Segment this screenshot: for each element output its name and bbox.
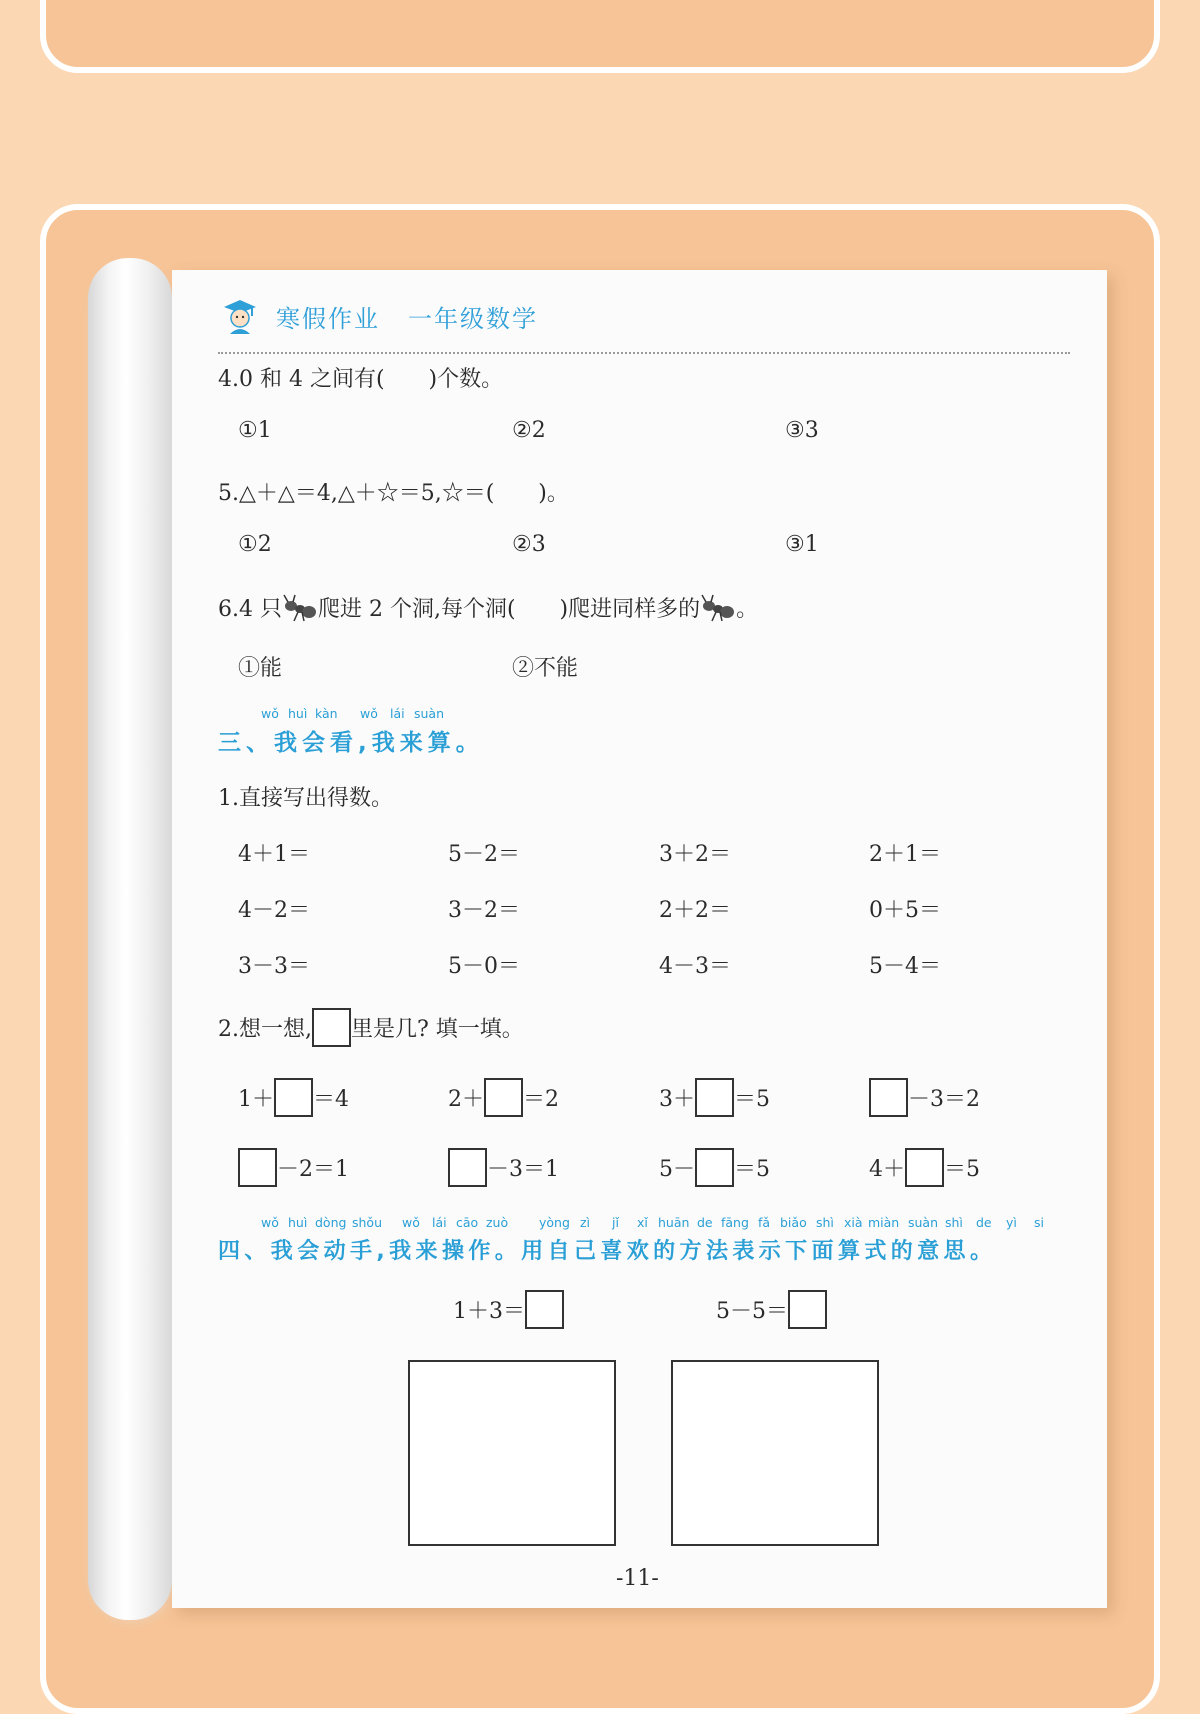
answer-box[interactable] (238, 1148, 277, 1187)
s3-q2-title (218, 1008, 524, 1047)
oral-calc-item: 4＋1＝ (238, 842, 310, 867)
fill-box-equation (869, 1148, 980, 1187)
oral-calc-item: 4－3＝ (659, 954, 731, 979)
q4-option-3: ③3 (785, 418, 819, 443)
page-header (222, 298, 538, 334)
section-4-title: 四、我会动手,我来操作。用自己喜欢的方法表示下面算式的意思。 (218, 1239, 997, 1264)
eq-part: 4＋ (869, 1157, 905, 1182)
pinyin: shǒu (352, 1215, 383, 1230)
answer-box[interactable] (695, 1148, 734, 1187)
header-divider (218, 352, 1070, 354)
pinyin: de (697, 1215, 713, 1230)
pinyin: fāng (721, 1215, 749, 1230)
oral-calc-item: 5－4＝ (869, 954, 941, 979)
section-3-title: 三、我会看,我来算。 (218, 730, 484, 756)
eq-part: 5－5＝ (716, 1299, 788, 1324)
pinyin: wǒ (360, 706, 378, 721)
answer-box-sample (312, 1008, 351, 1047)
eq-part: 1＋ (238, 1087, 274, 1112)
header-series: 寒假作业 (276, 304, 380, 333)
pinyin: zì (580, 1215, 591, 1230)
pinyin: shì (816, 1215, 834, 1230)
eq-part: 2＋ (448, 1087, 484, 1112)
ant-icon (700, 593, 736, 623)
pinyin: fǎ (758, 1215, 771, 1230)
oral-calc-item: 3＋2＝ (659, 842, 731, 867)
ant-icon (282, 593, 318, 623)
fill-box-equation (238, 1148, 349, 1187)
question-4: 4.0 和 4 之间有( )个数。 (218, 367, 504, 392)
pinyin: cāo (456, 1215, 479, 1230)
eq-part: 5－ (659, 1157, 695, 1182)
answer-box[interactable] (448, 1148, 487, 1187)
s3-q2-pre: 2.想一想, (218, 1017, 312, 1042)
pinyin: wǒ (261, 706, 279, 721)
q6-option-1: ①能 (238, 656, 283, 681)
eq-part: ＝5 (734, 1157, 770, 1182)
eq-part: －3＝1 (487, 1157, 559, 1182)
pinyin: xià (844, 1215, 863, 1230)
q4-option-1: ①1 (238, 418, 272, 443)
header-subject: 一年级数学 (408, 304, 538, 333)
pinyin: zuò (486, 1215, 509, 1230)
oral-calc-item: 0＋5＝ (869, 898, 941, 923)
pinyin: lái (390, 706, 405, 721)
question-6 (218, 592, 758, 623)
q4-option-2: ②2 (512, 418, 546, 443)
pinyin: suàn (414, 706, 445, 721)
q6-part-1: 6.4 只 (218, 597, 282, 622)
paper-roll (88, 258, 172, 1620)
eq-part: －2＝1 (277, 1157, 349, 1182)
q5-option-2: ②3 (512, 532, 546, 557)
oral-calc-item: 5－0＝ (448, 954, 520, 979)
drawing-box-2[interactable] (671, 1360, 879, 1546)
answer-box[interactable] (869, 1078, 908, 1117)
oral-calc-item: 3－2＝ (448, 898, 520, 923)
fill-box-equation (659, 1078, 770, 1117)
q5-option-1: ①2 (238, 532, 272, 557)
pinyin: shì (945, 1215, 963, 1230)
pinyin: de (976, 1215, 992, 1230)
question-5: 5.△＋△＝4,△＋☆＝5,☆＝( )。 (218, 481, 569, 506)
oral-calc-item: 4－2＝ (238, 898, 310, 923)
oral-calc-item: 2＋1＝ (869, 842, 941, 867)
pinyin: yì (1006, 1215, 1017, 1230)
oral-calc-item: 5－2＝ (448, 842, 520, 867)
eq-part: 1＋3＝ (453, 1299, 525, 1324)
oral-calc-item: 2＋2＝ (659, 898, 731, 923)
answer-box[interactable] (695, 1078, 734, 1117)
q5-option-3: ③1 (785, 532, 819, 557)
top-card (40, 0, 1160, 73)
answer-box[interactable] (484, 1078, 523, 1117)
fill-box-equation (238, 1078, 349, 1117)
fill-box-equation (659, 1148, 770, 1187)
drawing-box-1[interactable] (408, 1360, 616, 1546)
pinyin: jǐ (612, 1215, 619, 1230)
student-mascot-icon (222, 298, 258, 334)
eq-part: ＝4 (313, 1087, 349, 1112)
pinyin: huì (288, 1215, 308, 1230)
oral-calc-item: 3－3＝ (238, 954, 310, 979)
s3-q1-title: 1.直接写出得数。 (218, 786, 393, 811)
pinyin: dòng (315, 1215, 347, 1230)
answer-box[interactable] (525, 1290, 564, 1329)
fill-box-equation (448, 1148, 559, 1187)
s4-equation-1 (453, 1290, 564, 1329)
pinyin: yòng (539, 1215, 570, 1230)
pinyin: biǎo (780, 1215, 807, 1230)
pinyin: xǐ (637, 1215, 648, 1230)
answer-box[interactable] (905, 1148, 944, 1187)
s4-equation-2 (716, 1290, 827, 1329)
pinyin: si (1034, 1215, 1044, 1230)
pinyin: wǒ (261, 1215, 279, 1230)
pinyin: kàn (315, 706, 338, 721)
eq-part: －3＝2 (908, 1087, 980, 1112)
q6-part-3: 。 (736, 597, 759, 622)
pinyin: wǒ (402, 1215, 420, 1230)
page-number: -11- (616, 1566, 659, 1591)
answer-box[interactable] (274, 1078, 313, 1117)
pinyin: huān (658, 1215, 690, 1230)
answer-box[interactable] (788, 1290, 827, 1329)
q6-option-2: ②不能 (512, 656, 579, 681)
fill-box-equation (448, 1078, 559, 1117)
eq-part: ＝2 (523, 1087, 559, 1112)
worksheet-page (172, 270, 1107, 1608)
pinyin: miàn (868, 1215, 900, 1230)
eq-part: ＝5 (734, 1087, 770, 1112)
eq-part: ＝5 (944, 1157, 980, 1182)
eq-part: 3＋ (659, 1087, 695, 1112)
q6-part-2: 爬进 2 个洞,每个洞( )爬进同样多的 (317, 597, 701, 622)
pinyin: huì (288, 706, 308, 721)
s3-q2-post: 里是几? 填一填。 (350, 1017, 524, 1042)
pinyin: suàn (908, 1215, 939, 1230)
pinyin: lái (432, 1215, 447, 1230)
fill-box-equation (869, 1078, 980, 1117)
